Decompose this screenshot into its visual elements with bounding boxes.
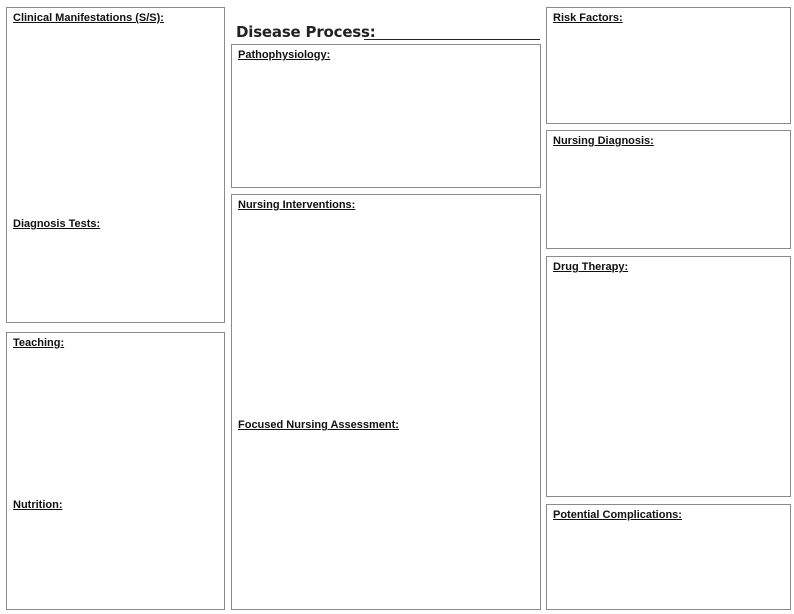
clinical-manifestations-label: Clinical Manifestations (S/S): <box>13 12 164 24</box>
drug-therapy-label: Drug Therapy: <box>553 261 629 273</box>
nursing-diagnosis-label: Nursing Diagnosis: <box>553 135 654 147</box>
focused-nursing-assessment-label: Focused Nursing Assessment: <box>238 419 399 431</box>
page-title: Disease Process: <box>236 23 376 41</box>
nursing-interventions-box[interactable] <box>231 194 541 610</box>
potential-complications-label: Potential Complications: <box>553 509 682 521</box>
risk-factors-label: Risk Factors: <box>553 12 623 24</box>
disease-name-blank-line[interactable] <box>364 39 540 40</box>
teaching-box[interactable] <box>6 332 225 610</box>
clinical-manifestations-box[interactable] <box>6 7 225 323</box>
diagnosis-tests-label: Diagnosis Tests: <box>13 218 101 230</box>
drug-therapy-box[interactable] <box>546 256 791 497</box>
pathophysiology-label: Pathophysiology: <box>238 49 331 61</box>
disease-process-header <box>236 22 542 44</box>
nursing-interventions-label: Nursing Interventions: <box>238 199 356 211</box>
teaching-label: Teaching: <box>13 337 65 349</box>
nutrition-label: Nutrition: <box>13 499 63 511</box>
pathophysiology-box[interactable] <box>231 44 541 188</box>
